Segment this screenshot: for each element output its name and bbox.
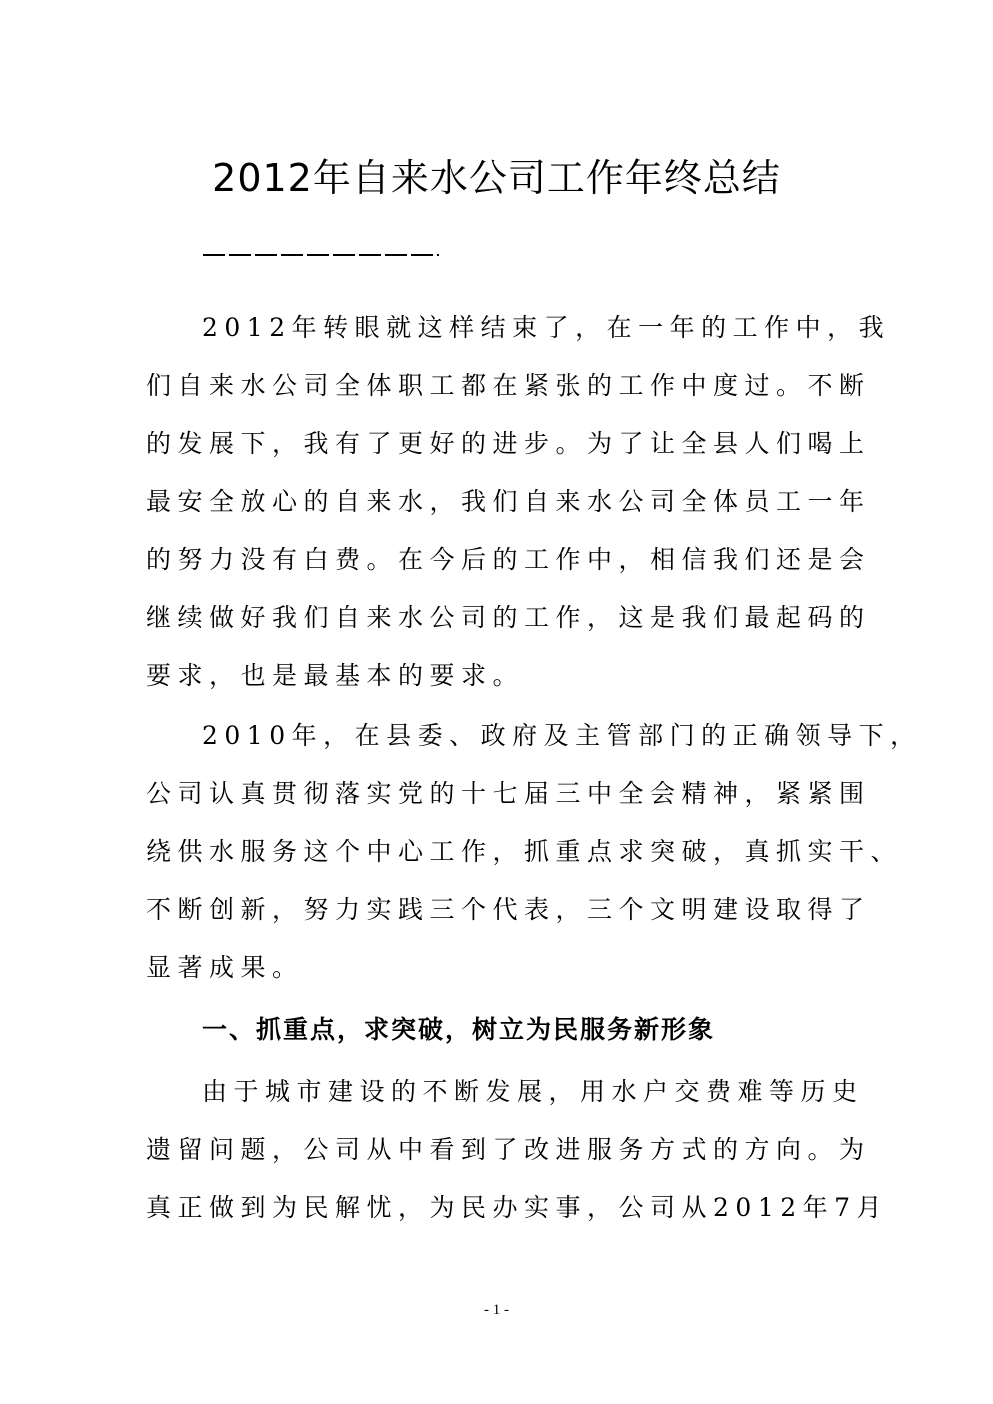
paragraph-2-line-3: 绕供水服务这个中心工作，抓重点求突破，真抓实干、 (146, 837, 903, 866)
paragraph-1-line-3: 的发展下，我有了更好的进步。为了让全县人们喝上 (146, 429, 871, 458)
subtitle-dash-line (203, 254, 439, 256)
paragraph-2-line-2: 公司认真贯彻落实党的十七届三中全会精神，紧紧围 (146, 779, 871, 808)
paragraph-1-line-2: 们自来水公司全体职工都在紧张的工作中度过。不断 (146, 371, 871, 400)
paragraph-1-line-7: 要求，也是最基本的要求。 (146, 661, 525, 690)
paragraph-1-line-6: 继续做好我们自来水公司的工作，这是我们最起码的 (146, 603, 871, 632)
section-paragraph-line-1: 由于城市建设的不断发展，用水户交费难等历史 (202, 1077, 864, 1106)
section-heading: 一、抓重点，求突破，树立为民服务新形象 (202, 1015, 716, 1044)
paragraph-2-line-4: 不断创新，努力实践三个代表，三个文明建设取得了 (146, 895, 871, 924)
paragraph-2-line-1: 2010年，在县委、政府及主管部门的正确领导下， (202, 721, 922, 750)
paragraph-1-line-4: 最安全放心的自来水，我们自来水公司全体员工一年 (146, 487, 871, 516)
page-number: - 1 - (484, 1302, 509, 1318)
paragraph-1-line-5: 的努力没有白费。在今后的工作中，相信我们还是会 (146, 545, 871, 574)
paragraph-2-line-5: 显著成果。 (146, 953, 304, 982)
paragraph-1-line-1: 2012年转眼就这样结束了，在一年的工作中，我 (202, 313, 891, 342)
section-paragraph-line-2: 遗留问题，公司从中看到了改进服务方式的方向。为 (146, 1135, 871, 1164)
document-title: 2012年自来水公司工作年终总结 (212, 156, 781, 200)
section-paragraph-line-3: 真正做到为民解忧，为民办实事，公司从2012年7月 (146, 1193, 889, 1222)
